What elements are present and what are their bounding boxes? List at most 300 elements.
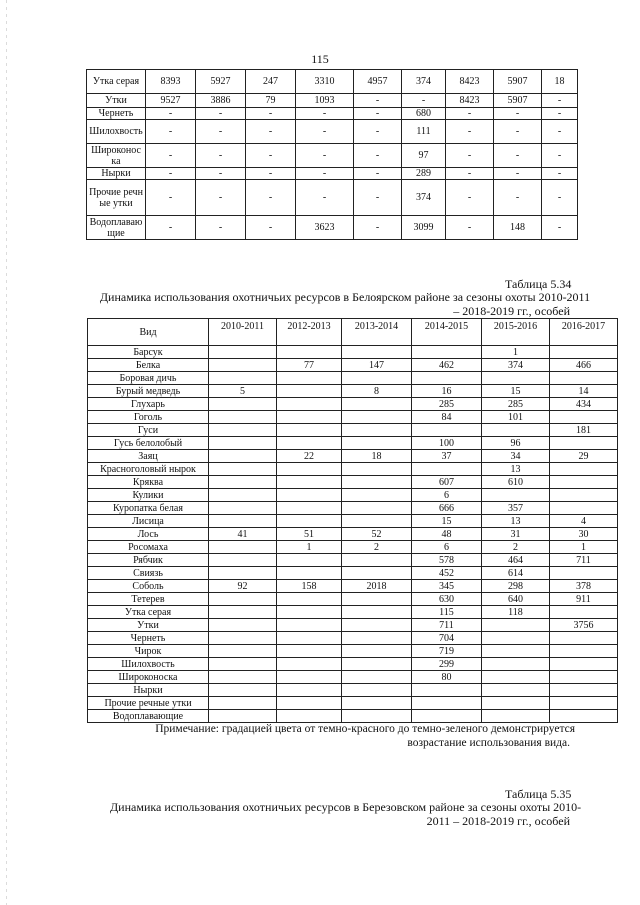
table-row xyxy=(88,398,618,411)
value-cell: 247 xyxy=(246,70,296,94)
table-row xyxy=(88,515,618,528)
table-534-title-line2: – 2018-2019 гг., особей xyxy=(453,304,570,318)
value-cell: 92 xyxy=(209,580,277,593)
value-cell: 374 xyxy=(482,359,550,372)
table-534-header-row xyxy=(88,319,618,346)
table-534-note-line1: Примечание: градацией цвета от темно-красного до темно-зеленого демонстрируется xyxy=(155,723,575,735)
value-cell: 466 xyxy=(550,359,618,372)
table-row xyxy=(88,385,618,398)
table-row xyxy=(88,528,618,541)
table-row xyxy=(88,710,618,723)
value-cell xyxy=(209,697,277,710)
value-cell xyxy=(550,684,618,697)
value-cell: 5 xyxy=(209,385,277,398)
species-cell: Прочие речные утки xyxy=(88,697,209,710)
table-row xyxy=(88,632,618,645)
value-cell xyxy=(342,567,412,580)
value-cell: 8393 xyxy=(146,70,196,94)
value-cell xyxy=(209,476,277,489)
species-cell: Заяц xyxy=(88,450,209,463)
value-cell: 464 xyxy=(482,554,550,567)
scan-margin-line xyxy=(6,0,7,905)
value-cell: - xyxy=(494,120,542,144)
species-cell: Водоплавающие xyxy=(87,216,146,240)
value-cell: 3623 xyxy=(296,216,354,240)
species-cell: Нырки xyxy=(88,684,209,697)
value-cell xyxy=(482,619,550,632)
table-row xyxy=(87,216,578,240)
value-cell: - xyxy=(246,168,296,180)
table-534-note-line2: возрастание использования вида. xyxy=(407,737,570,749)
species-cell: Широконоска xyxy=(87,144,146,168)
value-cell: 378 xyxy=(550,580,618,593)
species-cell: Росомаха xyxy=(88,541,209,554)
table-row xyxy=(88,372,618,385)
value-cell: - xyxy=(146,180,196,216)
value-cell xyxy=(209,567,277,580)
value-cell xyxy=(482,372,550,385)
value-cell: - xyxy=(402,94,446,108)
table-row xyxy=(88,671,618,684)
value-cell xyxy=(209,437,277,450)
value-cell xyxy=(209,710,277,723)
value-cell: - xyxy=(446,216,494,240)
value-cell xyxy=(209,463,277,476)
table-row xyxy=(87,180,578,216)
table-row xyxy=(87,94,578,108)
species-cell: Утки xyxy=(87,94,146,108)
species-cell: Лось xyxy=(88,528,209,541)
value-cell xyxy=(550,476,618,489)
value-cell xyxy=(412,346,482,359)
value-cell xyxy=(550,710,618,723)
value-cell: 29 xyxy=(550,450,618,463)
value-cell: 8423 xyxy=(446,70,494,94)
table-row xyxy=(88,411,618,424)
value-cell: 16 xyxy=(412,385,482,398)
value-cell xyxy=(412,697,482,710)
value-cell xyxy=(209,489,277,502)
value-cell: 4 xyxy=(550,515,618,528)
value-cell: 374 xyxy=(402,70,446,94)
value-cell xyxy=(342,398,412,411)
species-cell: Кулики xyxy=(88,489,209,502)
value-cell xyxy=(550,645,618,658)
table-535-title-line1: Динамика использования охотничьих ресурсов в Березовском районе за сезоны охоты 2010- xyxy=(110,800,582,814)
table-row xyxy=(88,619,618,632)
value-cell xyxy=(342,437,412,450)
value-cell: - xyxy=(446,168,494,180)
table-row xyxy=(88,476,618,489)
species-cell: Чирок xyxy=(88,645,209,658)
value-cell: 37 xyxy=(412,450,482,463)
value-cell: - xyxy=(146,216,196,240)
value-cell xyxy=(412,684,482,697)
value-cell xyxy=(342,515,412,528)
value-cell xyxy=(277,619,342,632)
species-cell: Шилохвость xyxy=(87,120,146,144)
page-number: 115 xyxy=(311,52,329,66)
value-cell xyxy=(342,489,412,502)
species-cell: Боровая дичь xyxy=(88,372,209,385)
value-cell xyxy=(277,632,342,645)
value-cell xyxy=(277,710,342,723)
value-cell: - xyxy=(196,180,246,216)
value-cell: 52 xyxy=(342,528,412,541)
species-cell: Белка xyxy=(88,359,209,372)
value-cell xyxy=(550,502,618,515)
value-cell: - xyxy=(246,120,296,144)
value-cell: - xyxy=(196,144,246,168)
value-cell: 452 xyxy=(412,567,482,580)
value-cell xyxy=(412,424,482,437)
species-cell: Свиязь xyxy=(88,567,209,580)
value-cell xyxy=(482,632,550,645)
value-cell xyxy=(482,424,550,437)
value-cell: 5907 xyxy=(494,94,542,108)
column-header-season: 2015-2016 xyxy=(482,319,550,346)
value-cell xyxy=(550,463,618,476)
value-cell xyxy=(277,424,342,437)
species-cell: Соболь xyxy=(88,580,209,593)
column-header-season: 2012-2013 xyxy=(277,319,342,346)
value-cell xyxy=(482,684,550,697)
value-cell xyxy=(412,710,482,723)
species-cell: Тетерев xyxy=(88,593,209,606)
value-cell: 374 xyxy=(402,180,446,216)
value-cell xyxy=(342,697,412,710)
value-cell: 680 xyxy=(402,108,446,120)
species-cell: Кряква xyxy=(88,476,209,489)
value-cell: 101 xyxy=(482,411,550,424)
value-cell: - xyxy=(542,120,578,144)
value-cell: 8423 xyxy=(446,94,494,108)
value-cell xyxy=(482,710,550,723)
value-cell: - xyxy=(542,144,578,168)
value-cell: 48 xyxy=(412,528,482,541)
value-cell xyxy=(209,554,277,567)
value-cell xyxy=(342,645,412,658)
value-cell: 711 xyxy=(412,619,482,632)
value-cell xyxy=(277,463,342,476)
value-cell: - xyxy=(542,94,578,108)
value-cell: - xyxy=(542,180,578,216)
value-cell xyxy=(209,411,277,424)
species-cell: Куропатка белая xyxy=(88,502,209,515)
value-cell xyxy=(342,606,412,619)
table-row xyxy=(88,554,618,567)
value-cell: 289 xyxy=(402,168,446,180)
value-cell: 34 xyxy=(482,450,550,463)
value-cell: 147 xyxy=(342,359,412,372)
column-header-season: 2016-2017 xyxy=(550,319,618,346)
value-cell: - xyxy=(146,108,196,120)
value-cell: 610 xyxy=(482,476,550,489)
value-cell: 51 xyxy=(277,528,342,541)
value-cell xyxy=(209,619,277,632)
value-cell: 77 xyxy=(277,359,342,372)
value-cell xyxy=(482,489,550,502)
value-cell: - xyxy=(354,216,402,240)
value-cell: 18 xyxy=(342,450,412,463)
value-cell xyxy=(277,372,342,385)
value-cell: - xyxy=(296,108,354,120)
value-cell: - xyxy=(354,168,402,180)
value-cell: 2018 xyxy=(342,580,412,593)
value-cell: 6 xyxy=(412,541,482,554)
value-cell: - xyxy=(446,120,494,144)
table-row xyxy=(87,120,578,144)
value-cell xyxy=(277,567,342,580)
value-cell: - xyxy=(296,180,354,216)
value-cell: - xyxy=(494,168,542,180)
table-row xyxy=(88,658,618,671)
species-cell: Гоголь xyxy=(88,411,209,424)
table-row xyxy=(87,70,578,94)
value-cell: 181 xyxy=(550,424,618,437)
table-row xyxy=(88,593,618,606)
value-cell xyxy=(342,671,412,684)
value-cell xyxy=(209,671,277,684)
value-cell xyxy=(412,463,482,476)
value-cell: - xyxy=(354,108,402,120)
value-cell: 30 xyxy=(550,528,618,541)
value-cell: 607 xyxy=(412,476,482,489)
species-cell: Глухарь xyxy=(88,398,209,411)
table-row xyxy=(88,606,618,619)
value-cell xyxy=(209,684,277,697)
column-header-season: 2014-2015 xyxy=(412,319,482,346)
table-row xyxy=(88,424,618,437)
value-cell: - xyxy=(354,180,402,216)
value-cell: - xyxy=(494,144,542,168)
value-cell xyxy=(342,554,412,567)
value-cell: 31 xyxy=(482,528,550,541)
value-cell xyxy=(277,697,342,710)
table-row xyxy=(88,346,618,359)
species-cell: Рябчик xyxy=(88,554,209,567)
value-cell xyxy=(342,424,412,437)
value-cell xyxy=(550,437,618,450)
value-cell: - xyxy=(542,168,578,180)
species-cell: Гуси xyxy=(88,424,209,437)
table-534-number: Таблица 5.34 xyxy=(505,277,572,291)
value-cell: - xyxy=(146,168,196,180)
value-cell: - xyxy=(446,108,494,120)
table-535-title-line2: 2011 – 2018-2019 гг., особей xyxy=(426,814,570,828)
value-cell xyxy=(550,489,618,502)
value-cell xyxy=(482,658,550,671)
species-cell: Гусь белолобый xyxy=(88,437,209,450)
value-cell xyxy=(412,372,482,385)
value-cell xyxy=(209,645,277,658)
table-row xyxy=(87,144,578,168)
value-cell xyxy=(209,541,277,554)
value-cell: 285 xyxy=(412,398,482,411)
value-cell xyxy=(209,593,277,606)
value-cell xyxy=(277,645,342,658)
value-cell xyxy=(550,411,618,424)
value-cell: 15 xyxy=(482,385,550,398)
value-cell: - xyxy=(296,144,354,168)
value-cell: - xyxy=(296,120,354,144)
value-cell xyxy=(209,658,277,671)
value-cell xyxy=(342,593,412,606)
value-cell: 357 xyxy=(482,502,550,515)
table-row xyxy=(88,580,618,593)
value-cell: - xyxy=(246,216,296,240)
value-cell xyxy=(277,385,342,398)
value-cell: 640 xyxy=(482,593,550,606)
value-cell: 100 xyxy=(412,437,482,450)
value-cell: 84 xyxy=(412,411,482,424)
value-cell xyxy=(550,658,618,671)
table-row xyxy=(88,502,618,515)
value-cell: 434 xyxy=(550,398,618,411)
value-cell: 97 xyxy=(402,144,446,168)
column-header-season: 2013-2014 xyxy=(342,319,412,346)
value-cell: 2 xyxy=(482,541,550,554)
value-cell: - xyxy=(196,120,246,144)
table-row xyxy=(87,168,578,180)
value-cell: 9527 xyxy=(146,94,196,108)
value-cell xyxy=(342,619,412,632)
value-cell xyxy=(277,593,342,606)
value-cell: 2 xyxy=(342,541,412,554)
value-cell xyxy=(342,463,412,476)
value-cell: - xyxy=(354,120,402,144)
value-cell xyxy=(209,632,277,645)
value-cell: 719 xyxy=(412,645,482,658)
value-cell: 14 xyxy=(550,385,618,398)
table-row xyxy=(88,450,618,463)
value-cell: - xyxy=(542,108,578,120)
value-cell: 578 xyxy=(412,554,482,567)
value-cell: - xyxy=(494,108,542,120)
column-header-species: Вид xyxy=(88,319,209,346)
value-cell xyxy=(277,502,342,515)
value-cell: 711 xyxy=(550,554,618,567)
species-cell: Барсук xyxy=(88,346,209,359)
value-cell xyxy=(482,671,550,684)
value-cell: 13 xyxy=(482,463,550,476)
value-cell: - xyxy=(196,108,246,120)
table-row xyxy=(88,697,618,710)
value-cell xyxy=(209,346,277,359)
table-row xyxy=(88,567,618,580)
table-row xyxy=(88,541,618,554)
value-cell xyxy=(277,671,342,684)
species-cell: Широконоска xyxy=(88,671,209,684)
table-534 xyxy=(87,318,618,723)
value-cell xyxy=(550,671,618,684)
value-cell: 96 xyxy=(482,437,550,450)
table-row xyxy=(87,108,578,120)
table-534-title-line1: Динамика использования охотничьих ресурсов в Белоярском районе за сезоны охоты 2010-2011 xyxy=(99,290,591,304)
value-cell: - xyxy=(446,180,494,216)
value-cell: 3886 xyxy=(196,94,246,108)
table-row xyxy=(88,489,618,502)
species-cell: Бурый медведь xyxy=(88,385,209,398)
value-cell xyxy=(550,606,618,619)
species-cell: Чернеть xyxy=(88,632,209,645)
species-cell: Утка серая xyxy=(87,70,146,94)
value-cell: 158 xyxy=(277,580,342,593)
value-cell: 3099 xyxy=(402,216,446,240)
table-row xyxy=(88,359,618,372)
value-cell: 15 xyxy=(412,515,482,528)
value-cell xyxy=(209,372,277,385)
value-cell xyxy=(342,346,412,359)
value-cell xyxy=(277,515,342,528)
value-cell: - xyxy=(446,144,494,168)
species-cell: Утка серая xyxy=(88,606,209,619)
species-cell: Утки xyxy=(88,619,209,632)
value-cell xyxy=(550,697,618,710)
table-row xyxy=(88,645,618,658)
table-row xyxy=(88,437,618,450)
value-cell: 1093 xyxy=(296,94,354,108)
value-cell: 704 xyxy=(412,632,482,645)
value-cell xyxy=(209,424,277,437)
value-cell: 345 xyxy=(412,580,482,593)
value-cell: 3310 xyxy=(296,70,354,94)
value-cell xyxy=(342,684,412,697)
value-cell: 3756 xyxy=(550,619,618,632)
species-cell: Нырки xyxy=(87,168,146,180)
value-cell xyxy=(342,632,412,645)
value-cell: - xyxy=(354,94,402,108)
value-cell: 8 xyxy=(342,385,412,398)
value-cell: 4957 xyxy=(354,70,402,94)
value-cell xyxy=(342,710,412,723)
value-cell: 18 xyxy=(542,70,578,94)
table-row xyxy=(88,463,618,476)
value-cell: 299 xyxy=(412,658,482,671)
value-cell xyxy=(342,372,412,385)
value-cell xyxy=(277,684,342,697)
value-cell xyxy=(482,697,550,710)
value-cell xyxy=(342,502,412,515)
value-cell: 666 xyxy=(412,502,482,515)
value-cell: 41 xyxy=(209,528,277,541)
value-cell: 630 xyxy=(412,593,482,606)
value-cell: 1 xyxy=(482,346,550,359)
value-cell xyxy=(277,658,342,671)
species-cell: Лисица xyxy=(88,515,209,528)
value-cell: 462 xyxy=(412,359,482,372)
value-cell xyxy=(209,606,277,619)
value-cell: 285 xyxy=(482,398,550,411)
value-cell: 79 xyxy=(246,94,296,108)
value-cell xyxy=(550,567,618,580)
value-cell: - xyxy=(354,144,402,168)
value-cell: 1 xyxy=(550,541,618,554)
value-cell: 614 xyxy=(482,567,550,580)
value-cell: - xyxy=(146,144,196,168)
species-cell: Прочие речные утки xyxy=(87,180,146,216)
value-cell xyxy=(277,606,342,619)
value-cell xyxy=(277,476,342,489)
value-cell: - xyxy=(246,144,296,168)
value-cell xyxy=(209,502,277,515)
value-cell: - xyxy=(146,120,196,144)
continued-table xyxy=(86,69,578,240)
value-cell: - xyxy=(494,180,542,216)
value-cell: 5907 xyxy=(494,70,542,94)
species-cell: Чернеть xyxy=(87,108,146,120)
value-cell xyxy=(342,658,412,671)
